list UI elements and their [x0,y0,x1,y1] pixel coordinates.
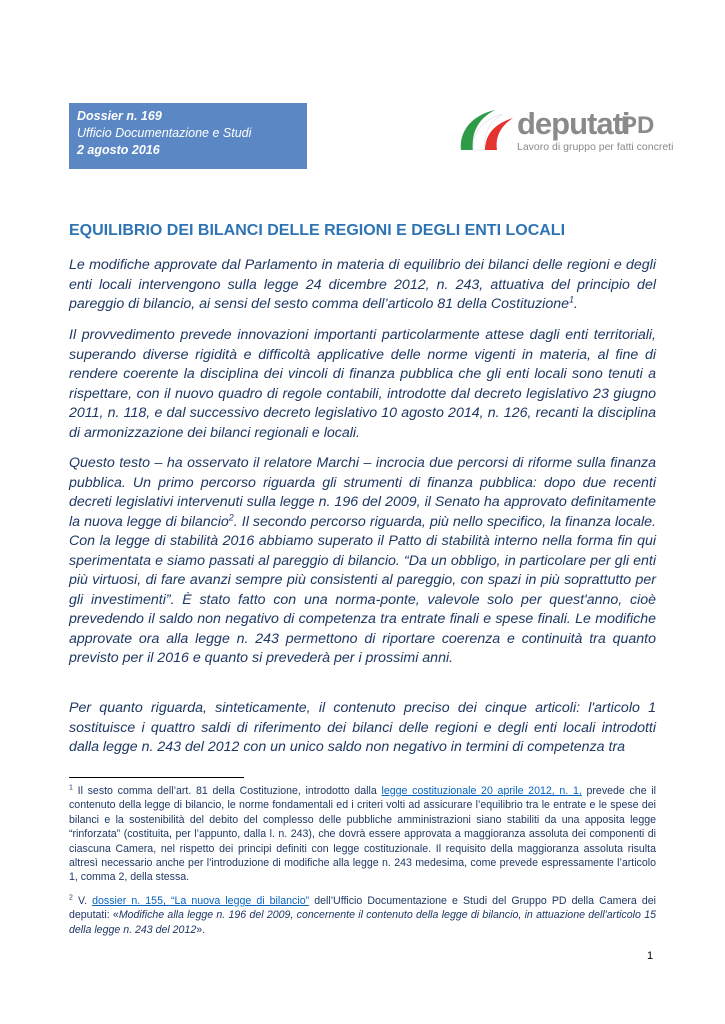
paragraph-3: Questo testo – ha osservato il relatore Marchi – incrocia due percorsi di riforme sulla finanza pubblica. Un primo percorso riguarda gli strumenti di finanza pubblica: dopo due recenti decreti legislativi intervenuti sulla legge n. 196 del 2009, il Senato ha approvato definitamente la nuova legge di bilancio$^2$. Il secondo percorso riguarda, più nello specifico, la finanza locale. Con la legge di stabilità 2016 abbiamo superato il Patto di stabilità interno nella forma fin qui sperimentata e siamo passati al pareggio di bilancio. “Da un obbligo, in particolare per gli enti più virtuosi, di fare avanzi sempre più consistenti al pareggio, con spazi in più soprattutto per gli investimenti”. È stato fatto con una norma-ponte, valevole solo per quest'anno, cioè prevedendo il saldo non negativo di competenza tra entrate finali e spese finali. Le modifiche approvate ora alla legge n. 243 permettono di riportare coerenza e continuità tra quanto previsto per il 2016 e quanto si prevederà per i prossimi anni. [69,455,656,666]
footnote-2-link[interactable]: dossier n. 155, “La nuova legge di bilancio” [92,895,310,907]
logo-tagline: Lavoro di gruppo per fatti concreti [517,141,674,153]
paragraph-1: Le modifiche approvate dal Parlamento in materia di equilibrio dei bilanci delle regioni e degli enti locali intervengono sulla legge 24 dicembre 2012, n. 243, attuativa del principio del pareggio di bilancio, ai sensi del sesto comma dell’articolo 81 della Costituzione$^1$. [69,257,656,312]
logo-wordmark: deputati [517,106,630,141]
tricolor-swoosh-icon [455,104,515,156]
paragraph-4: Per quanto riguarda, sinteticamente, il contenuto preciso dei cinque articoli: l'articolo 1 sostituisce i quattro saldi di riferimento dei bilanci delle regioni e degli enti locali introdotti dalla legge n. 243 del 2012 con un unico saldo non negativo in termini di competenza tra [69,700,656,755]
dossier-office: Ufficio Documentazione e Studi [77,126,252,140]
paragraph-2: Il provvedimento prevede innovazioni importanti particolarmente attese dagli enti territoriali, superando diverse rigidità e difficoltà applicative delle norme vigenti in materia, al fine di rendere coerente la disciplina dei vincoli di finanza pubblica che gli enti locali sono tenuti a rispettare, con il nuovo quadro di regole contabili, introdotte dal decreto legislativo 23 giugno 2011, n. 118, e dal successivo decreto legislativo 10 agosto 2014, n. 126, recanti la disciplina di armonizzazione dei bilanci regionali e locali. [69,327,656,441]
logo-party: PD [621,112,655,139]
footnote-1-link[interactable]: legge costituzionale 20 aprile 2012, n. 1, [381,785,582,797]
footnote-separator [69,777,244,778]
footnote-ref-2[interactable]: 2 [228,511,234,522]
dossier-info-box [69,103,307,169]
footnote-ref-1[interactable]: 1 [569,294,575,305]
dossier-number: Dossier n. 169 [77,109,162,123]
deputati-pd-logo [455,104,674,160]
page-number: 1 [647,950,654,962]
dossier-date: 2 agosto 2016 [77,143,160,157]
document-title: EQUILIBRIO DEI BILANCI DELLE REGIONI E DEGLI ENTI LOCALI [69,222,566,239]
footnote-1: $^1$ Il sesto comma dell’art. 81 della Costituzione, introdotto dalla legge costituzionale 20 aprile 2012, n. 1, prevede che il contenuto della legge di bilancio, le norme fondamentali ed i criteri volti ad assicurare l’equilibrio tra le entrate e le spese dei bilanci e la sostenibilità del debito del complesso delle pubbliche amministrazioni siano stabiliti da una apposita legge “rinforzata” (costituita, per l’appunto, dalla l. n. 243), che dovrà essere approvata a maggioranza assoluta dei componenti di ciascuna Camera, nel rispetto dei principi definiti con legge costituzionale. Il requisito della maggioranza assoluta risulta altresì necessario anche per l’introduzione di modifiche alla legge n. 243 medesima, come prevede espressamente l’articolo 1, comma 2, della stessa. [69,784,657,884]
footnote-2: $^2$ V. dossier n. 155, “La nuova legge di bilancio” dell’Ufficio Documentazione e Studi del Gruppo PD della Camera dei deputati: «Modifiche alla legge n. 196 del 2009, concernente il contenuto della legge di bilancio, in attuazione dell'articolo 15 della legge n. 243 del 2012». [69,894,656,936]
